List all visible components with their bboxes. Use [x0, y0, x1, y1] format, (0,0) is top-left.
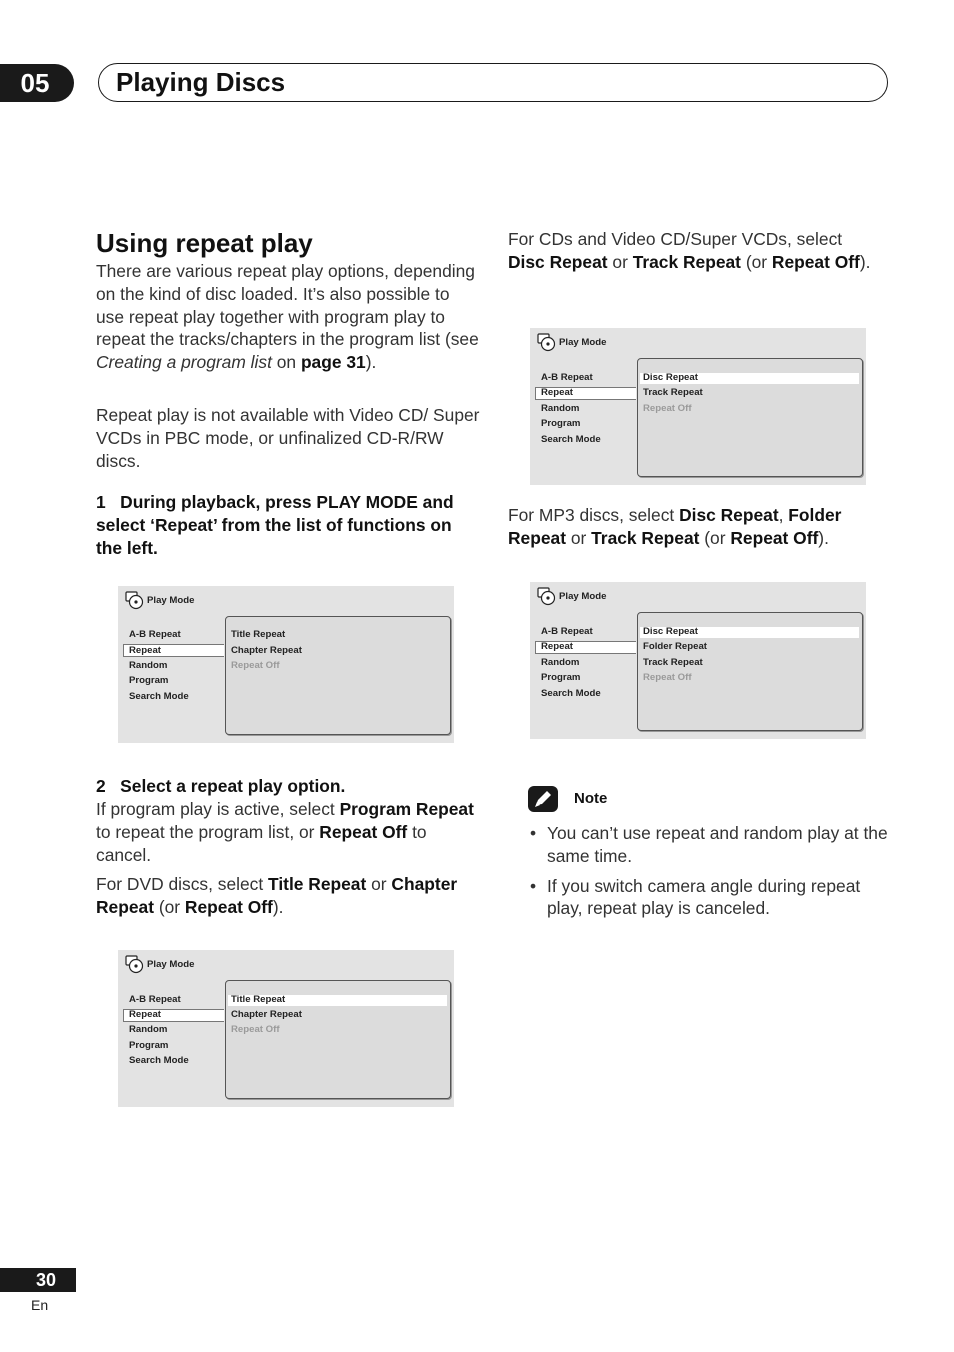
- menu-item-search-mode: Search Mode: [129, 691, 189, 702]
- pencil-icon: [528, 786, 558, 812]
- menu-item-random: Random: [541, 403, 580, 414]
- menu-item-search-mode: Search Mode: [541, 688, 601, 699]
- menu-item-search-mode: Search Mode: [541, 434, 601, 445]
- mp3-repeat-paragraph: For MP3 discs, select Disc Repeat, Folder Repeat or Track Repeat (or Repeat Off).: [508, 505, 842, 548]
- menu-item-ab-repeat: A-B Repeat: [541, 626, 593, 637]
- menu-item-program: Program: [541, 418, 581, 429]
- section-title: Using repeat play: [96, 228, 313, 258]
- osd-screenshot-dvd-options: [118, 950, 454, 1107]
- option-track-repeat: Track Repeat: [643, 657, 703, 668]
- osd-screenshot-mp3: [530, 582, 866, 739]
- disc-icon: [537, 587, 556, 606]
- osd-screenshot-dvd-menu: [118, 586, 454, 743]
- osd-screenshot-cd: [530, 328, 866, 485]
- option-disc-repeat: Disc Repeat: [643, 626, 698, 637]
- chapter-title: Playing Discs: [116, 67, 286, 97]
- option-repeat-off: Repeat Off: [231, 660, 280, 671]
- menu-item-random: Random: [129, 1024, 168, 1035]
- menu-item-ab-repeat: A-B Repeat: [129, 629, 181, 640]
- pbc-note-paragraph: Repeat play is not available with Video CD/ Super VCDs in PBC mode, or unfinalized CD-R/RW discs.: [96, 405, 480, 471]
- chapter-number-tab: [0, 64, 74, 102]
- dvd-repeat-paragraph: For DVD discs, select Title Repeat or Chapter Repeat (or Repeat Off).: [96, 874, 458, 917]
- menu-item-program: Program: [129, 675, 169, 686]
- disc-icon: [537, 333, 556, 352]
- menu-item-random: Random: [541, 657, 580, 668]
- option-title-repeat: Title Repeat: [231, 994, 286, 1005]
- menu-item-repeat: Repeat: [129, 1009, 161, 1020]
- option-disc-repeat: Disc Repeat: [643, 372, 698, 383]
- menu-item-repeat: Repeat: [541, 387, 573, 398]
- note-label: Note: [574, 790, 608, 807]
- menu-item-program: Program: [541, 672, 581, 683]
- note-bullet: • You can’t use repeat and random play at the same time.: [530, 823, 888, 866]
- menu-item-repeat: Repeat: [541, 641, 573, 652]
- step-1: 1 During playback, press PLAY MODE and select ‘Repeat’ from the list of functions on the left.: [96, 492, 454, 558]
- option-repeat-off: Repeat Off: [643, 403, 692, 414]
- menu-item-ab-repeat: A-B Repeat: [541, 372, 593, 383]
- option-chapter-repeat: Chapter Repeat: [231, 1009, 302, 1020]
- osd-title: Play Mode: [147, 959, 195, 970]
- program-repeat-paragraph: If program play is active, select Program Repeat to repeat the program list, or Repeat Off to cancel.: [96, 799, 474, 865]
- option-folder-repeat: Folder Repeat: [643, 641, 707, 652]
- disc-icon: [125, 955, 144, 974]
- menu-item-program: Program: [129, 1040, 169, 1051]
- menu-item-ab-repeat: A-B Repeat: [129, 994, 181, 1005]
- option-chapter-repeat: Chapter Repeat: [231, 645, 302, 656]
- menu-item-random: Random: [129, 660, 168, 671]
- option-repeat-off: Repeat Off: [231, 1024, 280, 1035]
- menu-item-repeat: Repeat: [129, 645, 161, 656]
- page-reference: page 31: [300, 352, 366, 373]
- page-number: 30: [0, 1268, 76, 1292]
- osd-title: Play Mode: [559, 591, 607, 602]
- note-bullet: • If you switch camera angle during repeat play, repeat play is canceled.: [530, 875, 861, 919]
- option-track-repeat: Track Repeat: [643, 387, 703, 398]
- step-2: 2 Select a repeat play option.: [96, 776, 346, 796]
- menu-item-search-mode: Search Mode: [129, 1055, 189, 1066]
- osd-title: Play Mode: [559, 337, 607, 348]
- note-bullet-list: [530, 822, 890, 920]
- osd-title: Play Mode: [147, 595, 195, 606]
- option-repeat-off: Repeat Off: [643, 672, 692, 683]
- intro-paragraph: There are various repeat play options, depending on the kind of disc loaded. It’s also possible to use repeat play together with program play to repeat the tracks/chapters in the program list (see Creating a program list on page 31).: [96, 261, 479, 373]
- chapter-number: 05: [20, 67, 50, 98]
- language-code: En: [31, 1297, 49, 1313]
- option-title-repeat: Title Repeat: [231, 629, 286, 640]
- disc-icon: [125, 591, 144, 610]
- cd-repeat-paragraph: For CDs and Video CD/Super VCDs, select Disc Repeat or Track Repeat (or Repeat Off).: [508, 229, 871, 272]
